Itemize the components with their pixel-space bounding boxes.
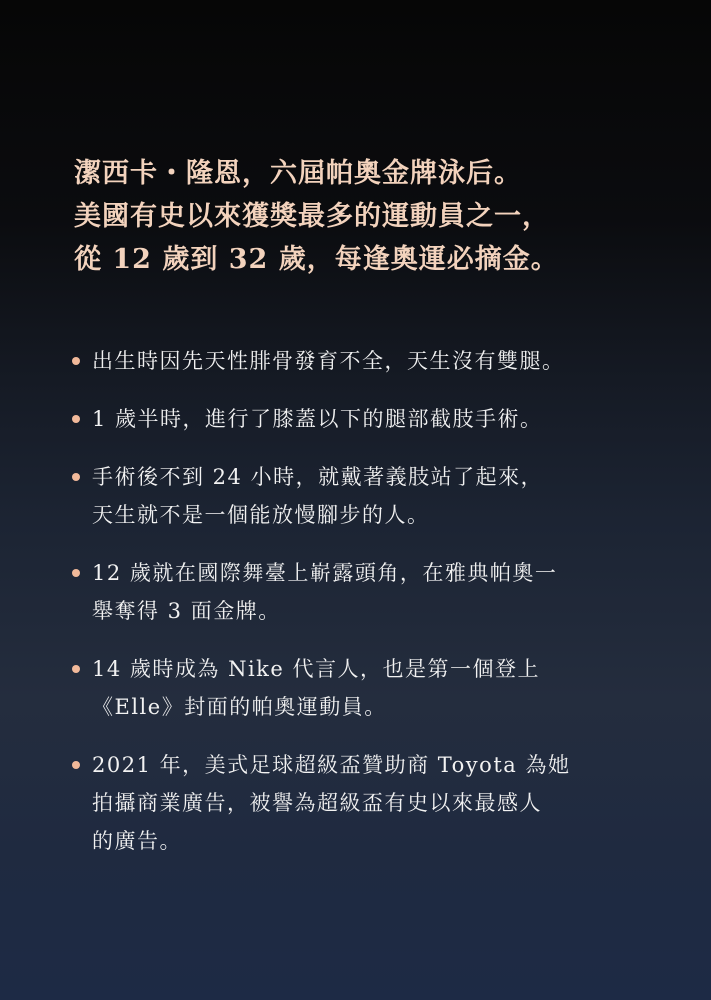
bullet-item <box>70 746 650 860</box>
bullet-item <box>70 650 650 726</box>
bullet-item <box>70 458 650 534</box>
bullet-line: 12 歲就在國際舞臺上嶄露頭角，在雅典帕奧一 <box>92 561 558 585</box>
bullet-list <box>70 342 650 880</box>
headline-line: 從 12 歲到 32 歲，每逢奧運必摘金。 <box>74 244 559 275</box>
bullet-line: 天生就不是一個能放慢腳步的人。 <box>92 503 430 527</box>
headline-line: 美國有史以來獲獎最多的運動員之一， <box>74 201 550 232</box>
bullet-line: 的廣告。 <box>92 829 182 853</box>
bullet-dot-icon <box>72 761 80 769</box>
bullet-dot-icon <box>72 665 80 673</box>
bullet-line: 出生時因先天性腓骨發育不全，天生沒有雙腿。 <box>92 349 565 373</box>
bullet-text <box>92 342 650 380</box>
bullet-text <box>92 650 650 726</box>
bullet-text <box>92 746 650 860</box>
bullet-line: 14 歲時成為 Nike 代言人，也是第一個登上 <box>92 657 540 681</box>
bullet-item <box>70 554 650 630</box>
bullet-dot-icon <box>72 357 80 365</box>
bullet-text <box>92 458 650 534</box>
bullet-text <box>92 554 650 630</box>
headline <box>74 152 674 281</box>
bullet-line: 《Elle》封面的帕奧運動員。 <box>92 695 387 719</box>
bullet-item <box>70 400 650 438</box>
bullet-text <box>92 400 650 438</box>
bullet-line: 拍攝商業廣告，被譽為超級盃有史以來最感人 <box>92 791 542 815</box>
bullet-line: 1 歲半時，進行了膝蓋以下的腿部截肢手術。 <box>92 407 543 431</box>
bullet-dot-icon <box>72 473 80 481</box>
bullet-line: 手術後不到 24 小時，就戴著義肢站了起來， <box>92 465 544 489</box>
headline-line: 潔西卡・隆恩，六屆帕奧金牌泳后。 <box>74 158 522 189</box>
bullet-item <box>70 342 650 380</box>
bullet-dot-icon <box>72 415 80 423</box>
bullet-line: 2021 年，美式足球超級盃贊助商 Toyota 為她 <box>92 753 571 777</box>
bullet-line: 舉奪得 3 面金牌。 <box>92 599 281 623</box>
bullet-dot-icon <box>72 569 80 577</box>
